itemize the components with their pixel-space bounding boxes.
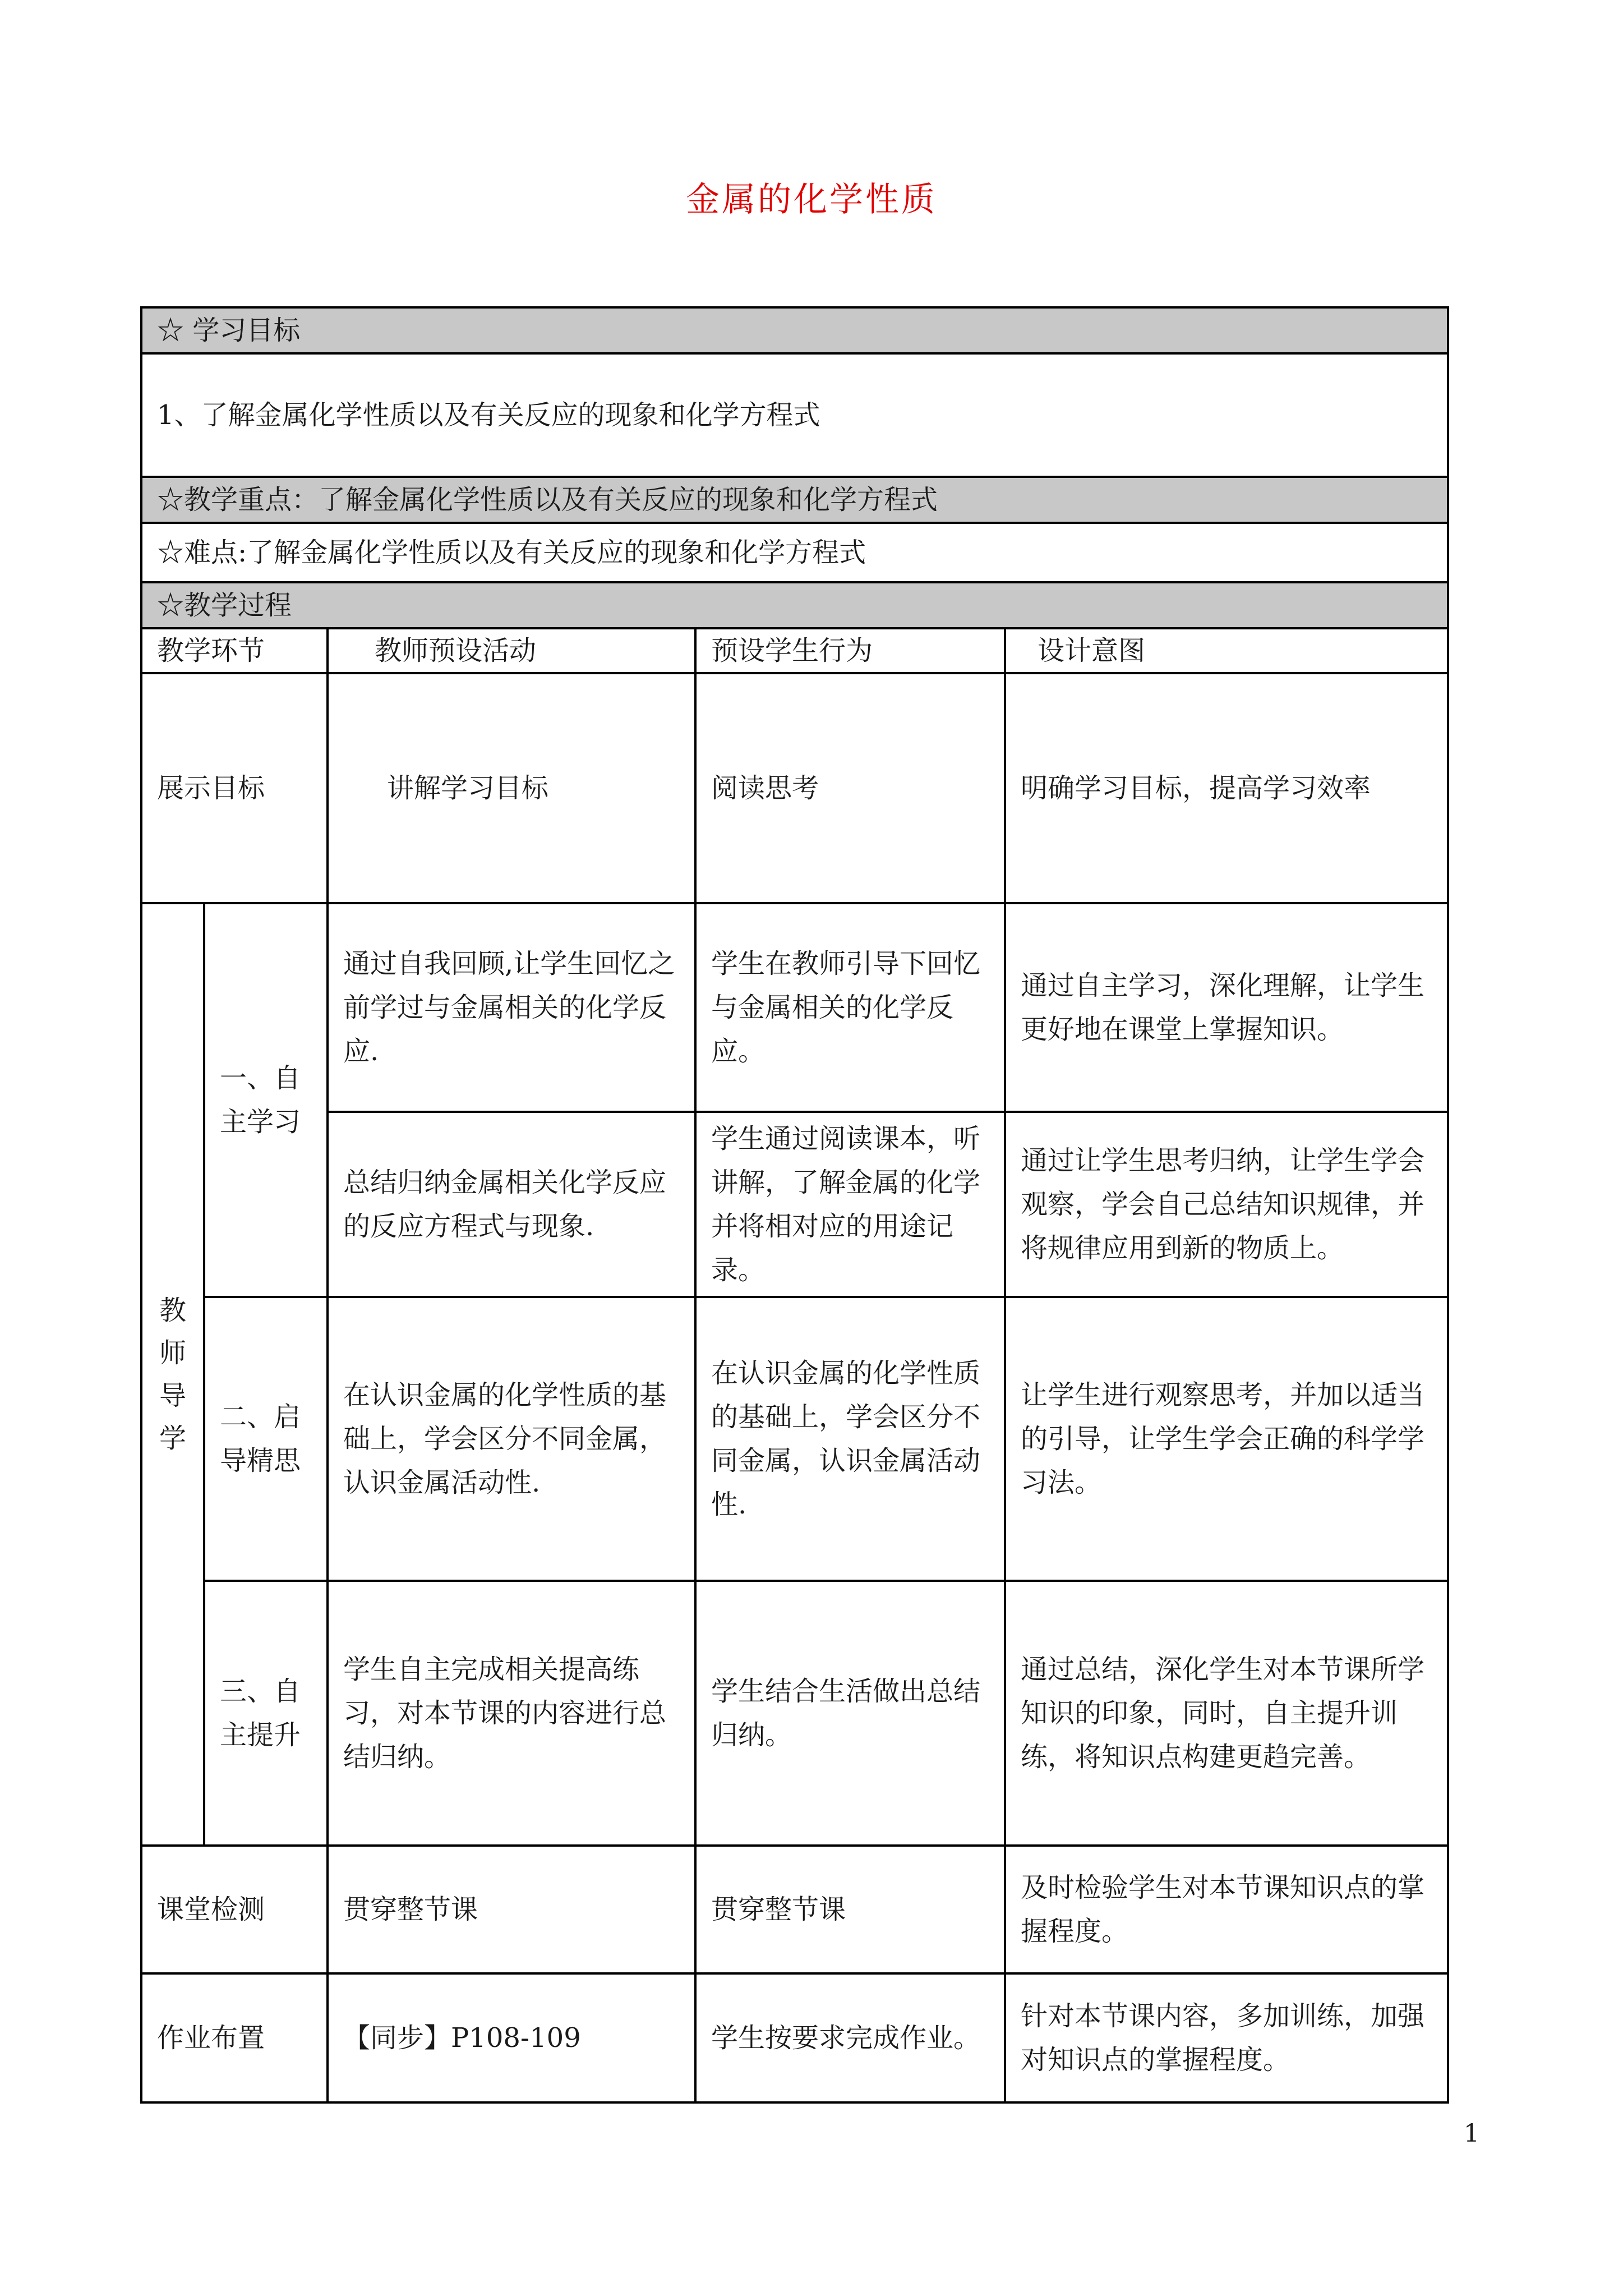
stage-cell: 课堂检测	[141, 1846, 328, 1973]
student-cell: 在认识金属的化学性质的基础上，学会区分不同金属，认识金属活动性.	[695, 1297, 1005, 1581]
intent-cell: 通过让学生思考归纳，让学生学会观察，学会自己总结知识规律，并将规律应用到新的物质上。	[1005, 1112, 1448, 1297]
column-header-stage: 教学环节	[141, 628, 328, 673]
student-cell: 学生在教师引导下回忆与金属相关的化学反应。	[695, 903, 1005, 1112]
objectives-header: ☆ 学习目标	[141, 307, 1448, 353]
intent-cell: 明确学习目标，提高学习效率	[1005, 673, 1448, 903]
column-header-student: 预设学生行为	[695, 628, 1005, 673]
student-cell: 学生结合生活做出总结归纳。	[695, 1581, 1005, 1846]
objective-item: 1、了解金属化学性质以及有关反应的现象和化学方程式	[141, 353, 1448, 477]
stage-cell: 二、启导精思	[204, 1297, 328, 1581]
student-cell: 学生通过阅读课本，听讲解，了解金属的化学并将相对应的用途记录。	[695, 1112, 1005, 1297]
page-number: 1	[1464, 2119, 1479, 2148]
stage-cell: 展示目标	[141, 673, 328, 903]
teacher-cell: 讲解学习目标	[328, 673, 695, 903]
intent-cell: 及时检验学生对本节课知识点的掌握程度。	[1005, 1846, 1448, 1973]
teacher-cell: 总结归纳金属相关化学反应的反应方程式与现象.	[328, 1112, 695, 1297]
intent-cell: 通过自主学习，深化理解，让学生更好地在课堂上掌握知识。	[1005, 903, 1448, 1112]
student-cell: 阅读思考	[695, 673, 1005, 903]
student-cell: 学生按要求完成作业。	[695, 1973, 1005, 2102]
column-header-teacher: 教师预设活动	[328, 628, 695, 673]
teacher-cell: 通过自我回顾,让学生回忆之前学过与金属相关的化学反应.	[328, 903, 695, 1112]
process-header: ☆教学过程	[141, 582, 1448, 628]
stage-cell: 三、自主提升	[204, 1581, 328, 1846]
stage-cell: 一、自主学习	[204, 903, 328, 1297]
teacher-cell: 在认识金属的化学性质的基础上，学会区分不同金属，认识金属活动性.	[328, 1297, 695, 1581]
stage-cell: 作业布置	[141, 1973, 328, 2102]
document-title: 金属的化学性质	[686, 180, 937, 219]
column-header-intent: 设计意图	[1005, 628, 1448, 673]
teacher-cell: 【同步】P108-109	[328, 1973, 695, 2102]
key-point: ☆教学重点：了解金属化学性质以及有关反应的现象和化学方程式	[141, 477, 1448, 523]
lesson-plan-table	[140, 306, 1449, 2104]
intent-cell: 让学生进行观察思考，并加以适当的引导，让学生学会正确的科学学习法。	[1005, 1297, 1448, 1581]
teacher-cell: 学生自主完成相关提高练习，对本节课的内容进行总结归纳。	[328, 1581, 695, 1846]
teacher-cell: 贯穿整节课	[328, 1846, 695, 1973]
intent-cell: 针对本节课内容，多加训练，加强对知识点的掌握程度。	[1005, 1973, 1448, 2102]
intent-cell: 通过总结，深化学生对本节课所学知识的印象，同时，自主提升训练，将知识点构建更趋完善。	[1005, 1581, 1448, 1846]
difficult-point: ☆难点:了解金属化学性质以及有关反应的现象和化学方程式	[141, 523, 1448, 582]
group-label-teacher-guided: 教 师 导 学	[141, 903, 204, 1846]
student-cell: 贯穿整节课	[695, 1846, 1005, 1973]
